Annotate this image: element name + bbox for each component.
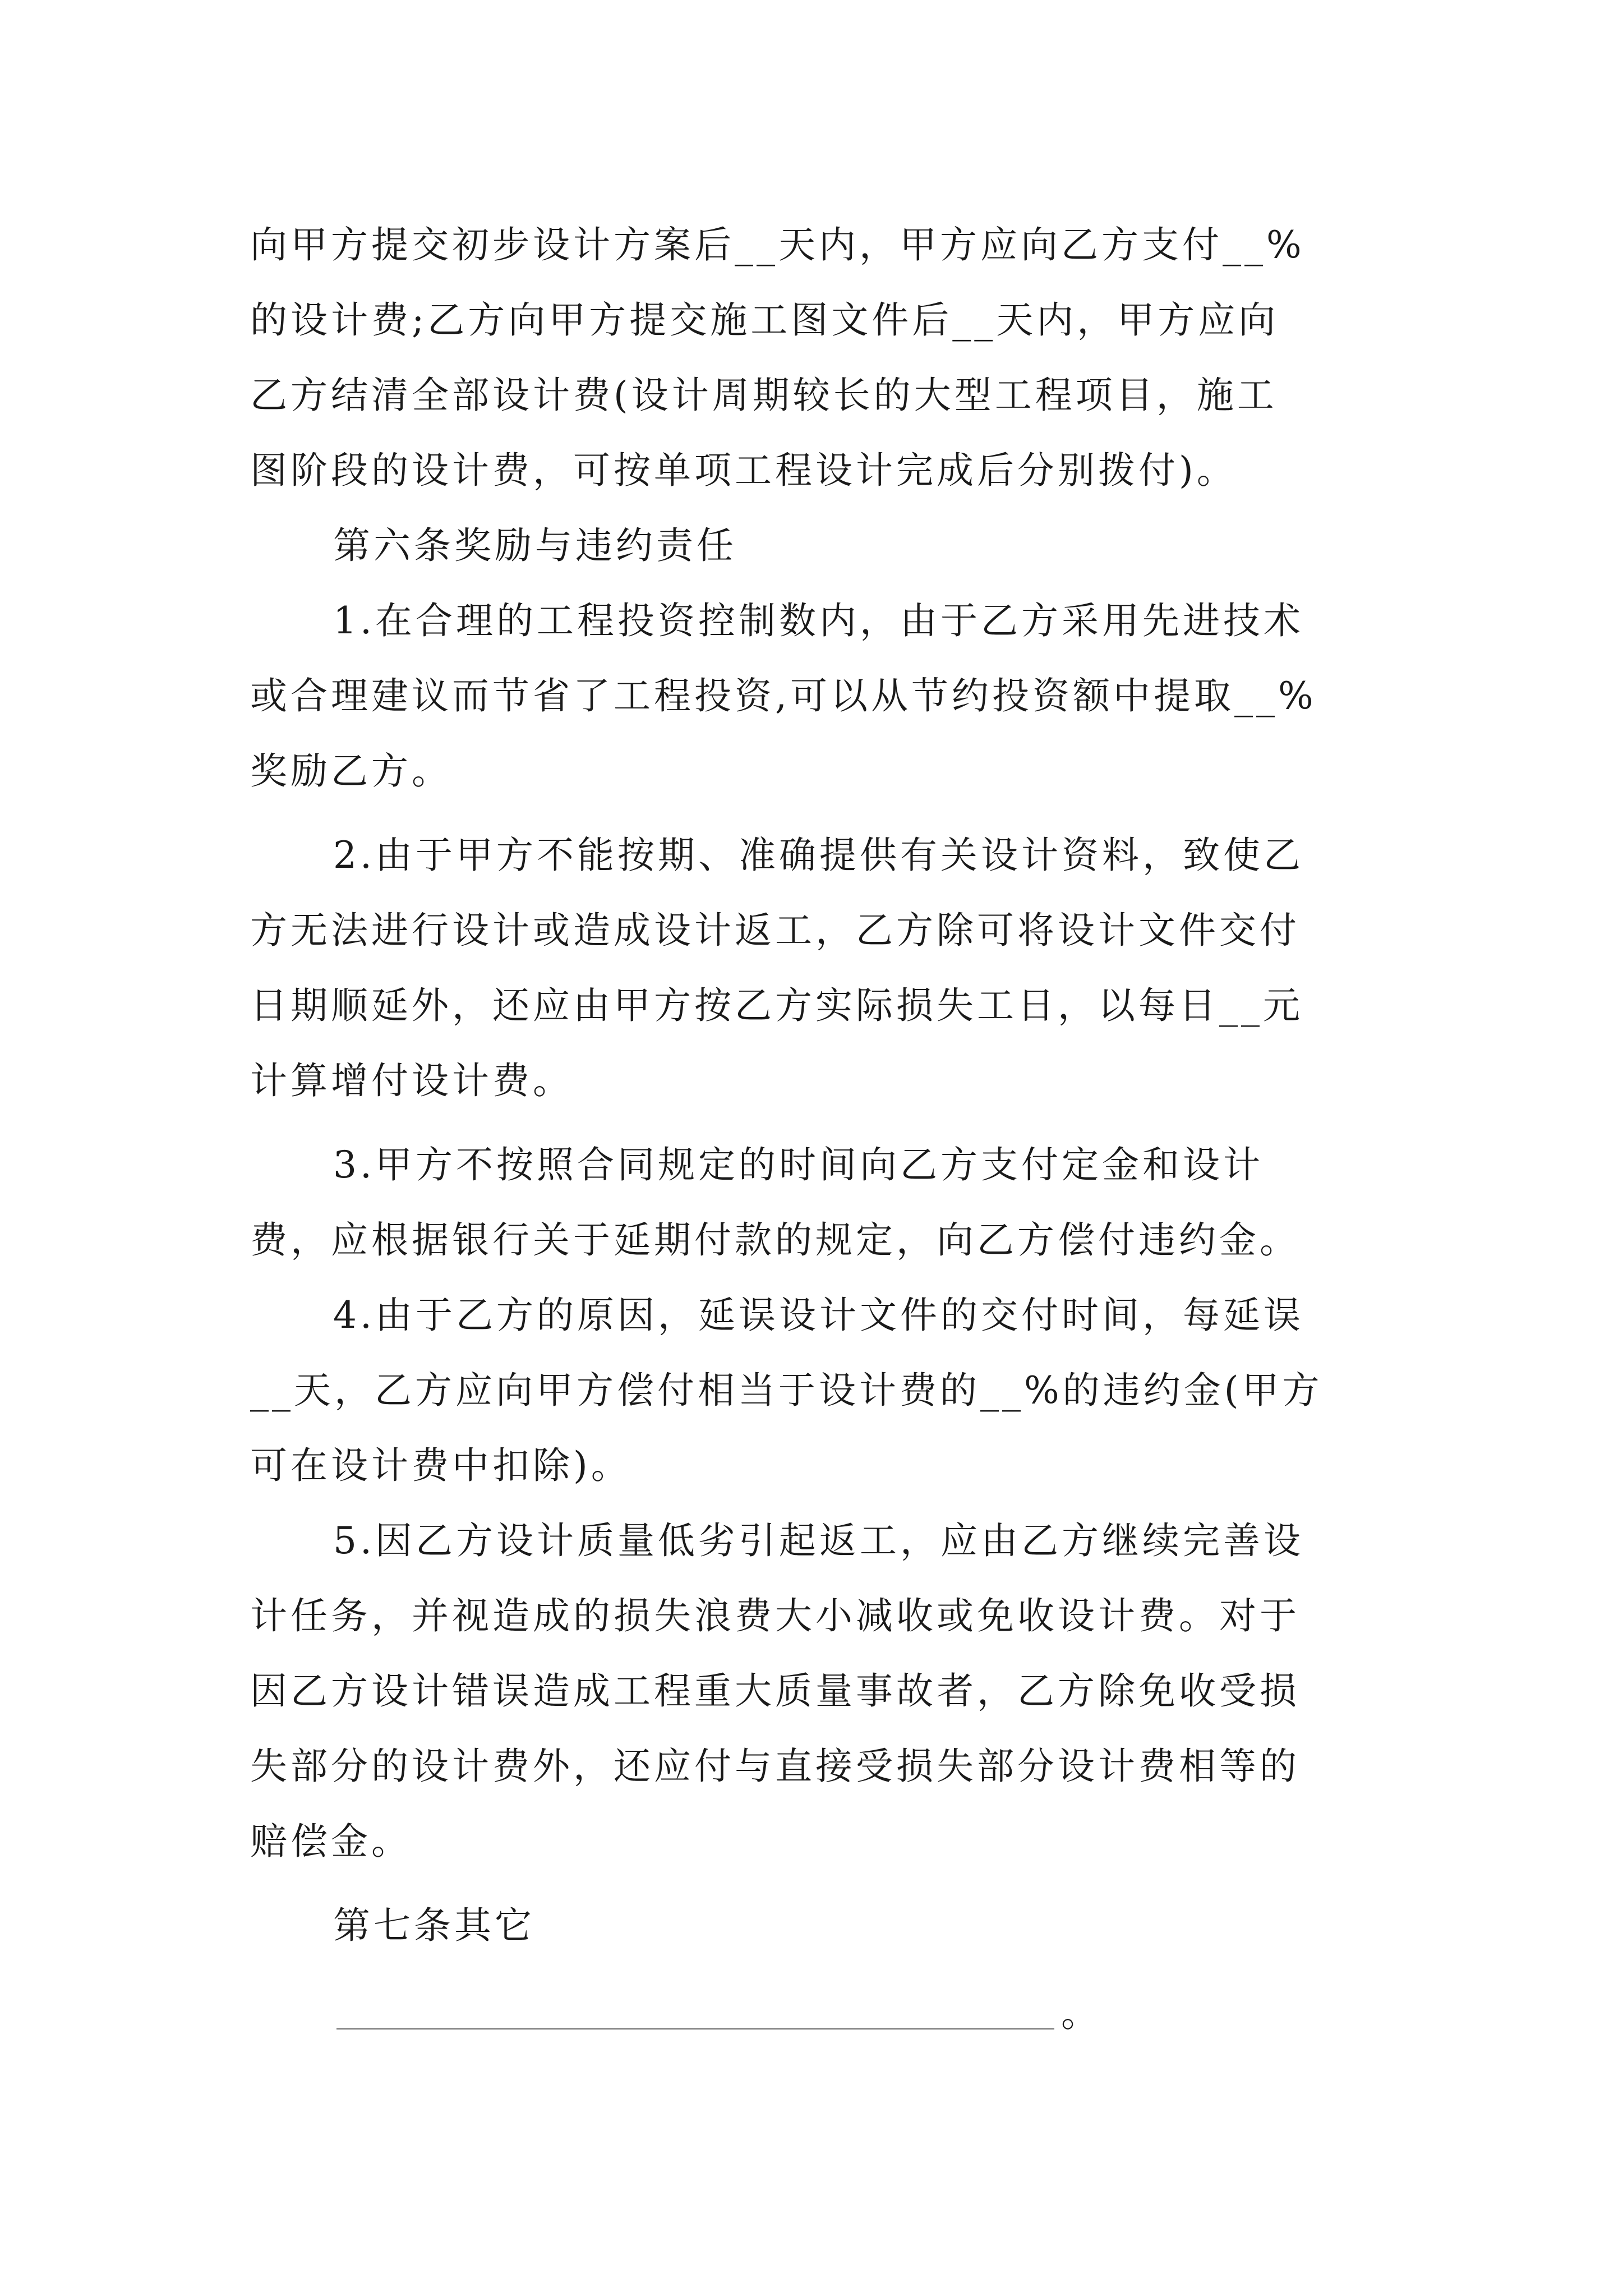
body-line: 日期顺延外，还应由甲方按乙方实际损失工日，以每日__元 xyxy=(250,984,1303,1027)
blank-line-period: 。 xyxy=(1061,1992,1098,2035)
body-line: 4.由于乙方的原因，延误设计文件的交付时间，每延误 xyxy=(333,1294,1304,1337)
body-line: 可在设计费中扣除)。 xyxy=(250,1444,631,1487)
body-line: 或合理建议而节省了工程投资,可以从节约投资额中提取__% xyxy=(250,674,1317,717)
document-body xyxy=(250,208,1383,1963)
body-line: 方无法进行设计或造成设计返工，乙方除可将设计文件交付 xyxy=(250,909,1300,952)
section-heading: 第六条奖励与违约责任 xyxy=(333,524,737,567)
body-line: 3.甲方不按照合同规定的时间向乙方支付定金和设计 xyxy=(333,1143,1264,1186)
body-line: 奖励乙方。 xyxy=(250,749,452,793)
body-line: 的设计费;乙方向甲方提交施工图文件后__天内，甲方应向 xyxy=(250,298,1279,342)
body-line: 计任务，并视造成的损失浪费大小减收或免收设计费。对于 xyxy=(250,1594,1300,1637)
body-line: 乙方结清全部设计费(设计周期较长的大型工程项目，施工 xyxy=(250,374,1278,417)
body-line: 2.由于甲方不能按期、准确提供有关设计资料，致使乙 xyxy=(333,834,1304,877)
body-line: __天，乙方应向甲方偿付相当于设计费的__%的违约金(甲方 xyxy=(250,1369,1323,1412)
body-line: 计算增付设计费。 xyxy=(250,1059,573,1102)
section-heading: 第七条其它 xyxy=(333,1904,535,1947)
body-line: 向甲方提交初步设计方案后__天内，甲方应向乙方支付__% xyxy=(250,223,1305,266)
body-line: 赔偿金。 xyxy=(250,1820,412,1863)
body-line: 费，应根据银行关于延期付款的规定，向乙方偿付违约金。 xyxy=(250,1218,1300,1262)
body-line: 5.因乙方设计质量低劣引起返工，应由乙方继续完善设 xyxy=(333,1519,1304,1562)
body-line: 1.在合理的工程投资控制数内，由于乙方采用先进技术 xyxy=(333,599,1304,642)
body-line: 因乙方设计错误造成工程重大质量事故者，乙方除免收受损 xyxy=(250,1669,1300,1713)
fill-in-blank-line xyxy=(336,2028,1054,2030)
body-line: 失部分的设计费外，还应付与直接受损失部分设计费相等的 xyxy=(250,1745,1300,1788)
body-line: 图阶段的设计费，可按单项工程设计完成后分别拨付)。 xyxy=(250,449,1237,492)
